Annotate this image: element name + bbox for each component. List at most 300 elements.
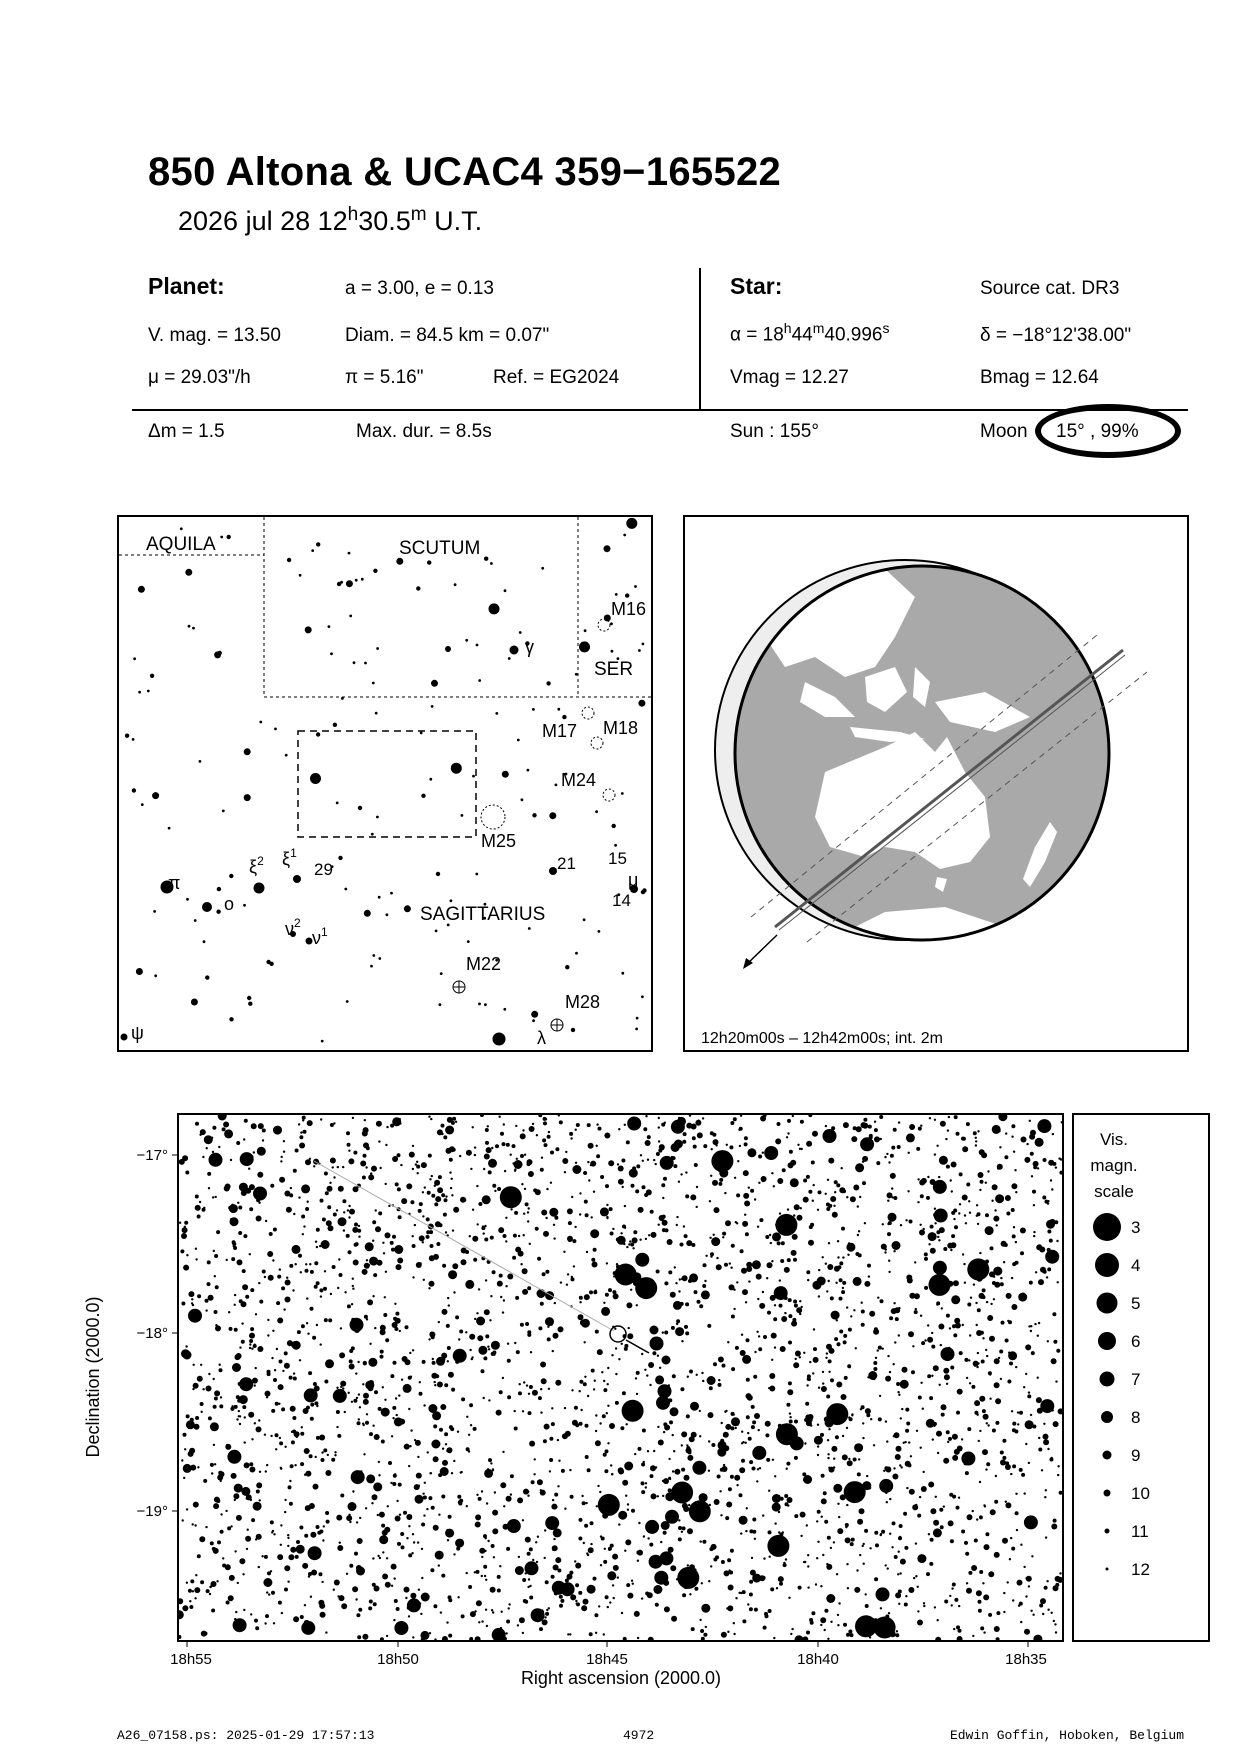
detail-star	[751, 1557, 753, 1559]
detail-star	[292, 1289, 294, 1291]
detail-star	[590, 1164, 592, 1166]
detail-star	[279, 1177, 285, 1183]
detail-star	[609, 1601, 611, 1603]
label-omicron: o	[224, 894, 235, 914]
detail-star	[710, 1565, 712, 1567]
detail-star	[803, 1479, 805, 1481]
detail-star	[478, 1288, 480, 1290]
detail-star	[827, 1453, 829, 1455]
detail-star	[322, 1218, 326, 1222]
detail-star	[193, 1502, 199, 1508]
detail-star	[234, 1550, 236, 1552]
finder-star	[203, 940, 206, 943]
detail-star	[251, 1438, 253, 1440]
detail-star	[500, 1296, 502, 1298]
detail-star	[423, 1279, 425, 1281]
detail-star	[756, 1274, 762, 1280]
detail-star	[540, 1302, 544, 1306]
detail-star	[251, 1155, 253, 1157]
planet-diameter: Diam. = 84.5 km = 0.07"	[345, 325, 550, 346]
detail-star	[282, 1370, 284, 1372]
detail-star	[918, 1396, 922, 1400]
detail-star	[561, 1582, 575, 1596]
detail-star	[629, 1240, 631, 1242]
detail-star	[444, 1198, 448, 1202]
finder-star	[341, 697, 344, 700]
detail-star	[762, 1152, 764, 1154]
detail-star	[453, 1291, 455, 1293]
detail-star	[727, 1605, 733, 1611]
detail-star	[242, 1573, 244, 1575]
detail-star	[401, 1545, 405, 1549]
detail-star	[699, 1410, 701, 1412]
detail-star	[1007, 1380, 1011, 1384]
detail-star	[888, 1161, 890, 1163]
detail-star	[369, 1600, 373, 1604]
detail-star	[839, 1297, 843, 1301]
detail-star	[388, 1461, 392, 1465]
detail-star	[527, 1586, 529, 1588]
detail-star	[455, 1121, 457, 1123]
detail-star	[818, 1269, 820, 1271]
detail-star	[548, 1131, 550, 1133]
detail-star	[543, 1231, 549, 1237]
detail-star	[915, 1504, 917, 1506]
detail-star	[957, 1446, 963, 1452]
detail-star	[423, 1514, 425, 1516]
detail-star	[1025, 1595, 1027, 1597]
detail-star	[891, 1308, 897, 1314]
detail-star	[607, 1606, 609, 1608]
detail-star	[557, 1485, 559, 1487]
detail-star	[497, 1187, 501, 1191]
detail-star	[224, 1129, 233, 1138]
detail-star	[435, 1551, 444, 1560]
detail-star	[307, 1333, 309, 1335]
detail-star	[1036, 1244, 1042, 1250]
detail-star	[761, 1176, 767, 1182]
detail-star	[197, 1376, 203, 1382]
detail-star	[982, 1337, 984, 1339]
detail-star	[1043, 1270, 1047, 1274]
ra-label-1850: 18h50	[377, 1651, 419, 1668]
detail-star	[888, 1213, 897, 1222]
detail-star	[976, 1324, 978, 1326]
detail-star	[801, 1148, 803, 1150]
detail-star	[939, 1156, 948, 1165]
detail-star	[838, 1602, 840, 1604]
detail-star	[394, 1245, 403, 1254]
detail-star	[893, 1128, 897, 1132]
detail-star	[1009, 1362, 1013, 1366]
detail-star	[522, 1129, 524, 1131]
detail-star	[485, 1279, 487, 1281]
finder-star	[575, 673, 578, 676]
detail-star	[354, 1243, 358, 1247]
detail-star	[1037, 1335, 1039, 1337]
detail-star	[707, 1324, 711, 1328]
detail-star	[602, 1414, 606, 1418]
detail-star	[564, 1407, 566, 1409]
detail-star	[933, 1261, 947, 1275]
detail-star	[641, 1597, 643, 1599]
finder-star	[346, 1000, 349, 1003]
detail-star	[984, 1544, 990, 1550]
detail-star	[587, 1161, 589, 1163]
detail-star	[733, 1308, 735, 1310]
detail-star	[332, 1166, 334, 1168]
detail-star	[688, 1279, 692, 1283]
detail-star	[284, 1565, 290, 1571]
finder-star	[476, 644, 479, 647]
detail-star	[339, 1542, 341, 1544]
detail-star	[828, 1467, 830, 1469]
detail-star	[817, 1424, 819, 1426]
detail-star	[390, 1241, 394, 1245]
finder-star	[361, 578, 364, 581]
detail-star	[569, 1633, 571, 1635]
detail-star	[655, 1603, 659, 1607]
detail-star	[747, 1148, 756, 1157]
detail-star	[833, 1541, 835, 1543]
detail-star	[473, 1427, 477, 1431]
detail-star	[1017, 1423, 1019, 1425]
detail-star	[497, 1343, 499, 1345]
detail-star	[505, 1240, 507, 1242]
detail-star	[956, 1132, 960, 1136]
detail-star	[837, 1614, 839, 1616]
detail-star	[263, 1578, 272, 1587]
detail-star	[578, 1314, 584, 1320]
detail-star	[1011, 1277, 1013, 1279]
detail-star	[358, 1225, 360, 1227]
detail-star	[824, 1629, 826, 1631]
detail-star	[846, 1196, 848, 1198]
detail-star	[1007, 1581, 1009, 1583]
detail-star	[895, 1454, 901, 1460]
detail-star	[297, 1330, 301, 1334]
detail-star	[571, 1277, 575, 1281]
detail-star	[207, 1260, 211, 1264]
detail-star	[338, 1258, 340, 1260]
detail-star	[579, 1296, 583, 1300]
detail-star	[270, 1184, 274, 1188]
detail-star	[830, 1196, 836, 1202]
detail-star	[676, 1216, 678, 1218]
detail-star	[999, 1146, 1001, 1148]
detail-star	[596, 1123, 598, 1125]
detail-star	[483, 1168, 485, 1170]
detail-star	[448, 1304, 450, 1306]
detail-star	[979, 1430, 981, 1432]
detail-star	[711, 1443, 715, 1447]
detail-star	[842, 1281, 846, 1285]
detail-star	[636, 1304, 638, 1306]
detail-star	[970, 1297, 972, 1299]
detail-star	[325, 1631, 327, 1633]
detail-star	[310, 1270, 314, 1274]
finder-star	[310, 773, 321, 784]
detail-star	[399, 1419, 405, 1425]
m16-symbol	[598, 619, 610, 631]
detail-star	[302, 1119, 304, 1121]
detail-star	[431, 1373, 437, 1379]
detail-star	[365, 1265, 369, 1269]
finder-star	[440, 972, 443, 975]
detail-star	[238, 1415, 240, 1417]
detail-star	[958, 1497, 960, 1499]
detail-star	[842, 1189, 846, 1193]
star-heading: Star:	[730, 273, 783, 299]
detail-star	[587, 1554, 589, 1556]
detail-star	[676, 1578, 678, 1580]
detail-star	[825, 1193, 827, 1195]
detail-star	[946, 1314, 950, 1318]
detail-star	[208, 1373, 210, 1375]
detail-star	[374, 1434, 380, 1440]
detail-star	[354, 1327, 360, 1333]
detail-star	[357, 1229, 359, 1231]
detail-star	[538, 1396, 542, 1400]
detail-star	[610, 1464, 612, 1466]
detail-star	[1042, 1613, 1044, 1615]
detail-star	[994, 1500, 998, 1504]
detail-star	[1005, 1501, 1007, 1503]
detail-star	[752, 1420, 756, 1424]
detail-star	[683, 1132, 687, 1136]
detail-star	[438, 1473, 442, 1477]
detail-star	[605, 1184, 609, 1188]
detail-star	[729, 1145, 733, 1149]
scale-dot-mag-10	[1104, 1490, 1111, 1497]
detail-star	[385, 1183, 387, 1185]
detail-star	[701, 1463, 703, 1465]
detail-star	[736, 1484, 738, 1486]
detail-star	[490, 1162, 492, 1164]
detail-star	[909, 1489, 915, 1495]
detail-star	[309, 1263, 311, 1265]
detail-star	[302, 1233, 304, 1235]
detail-star	[584, 1524, 588, 1528]
detail-star	[186, 1254, 188, 1256]
detail-star	[241, 1190, 247, 1196]
detail-star	[721, 1422, 723, 1424]
detail-star	[476, 1494, 478, 1496]
detail-star	[281, 1407, 285, 1411]
detail-star	[585, 1213, 589, 1217]
detail-star	[863, 1543, 865, 1545]
detail-star	[900, 1224, 902, 1226]
detail-star	[975, 1137, 977, 1139]
detail-star	[229, 1575, 235, 1581]
detail-star	[606, 1412, 608, 1414]
detail-star	[1055, 1631, 1057, 1633]
detail-star	[615, 1373, 617, 1375]
detail-star	[399, 1514, 401, 1516]
detail-star	[583, 1599, 589, 1605]
detail-star	[896, 1630, 898, 1632]
detail-star	[724, 1570, 730, 1576]
detail-star	[647, 1159, 649, 1161]
detail-star	[271, 1591, 275, 1595]
detail-star	[618, 1179, 624, 1185]
detail-star	[662, 1215, 666, 1219]
detail-star	[1010, 1537, 1012, 1539]
detail-star	[958, 1212, 960, 1214]
detail-star	[956, 1411, 960, 1415]
detail-star	[273, 1533, 275, 1535]
finder-star	[604, 545, 611, 552]
detail-star	[810, 1223, 814, 1227]
detail-star	[951, 1295, 960, 1304]
detail-star	[447, 1346, 451, 1350]
detail-star	[284, 1191, 290, 1197]
detail-star	[893, 1363, 895, 1365]
detail-star	[718, 1383, 722, 1387]
detail-star	[1047, 1267, 1051, 1271]
detail-star	[385, 1144, 387, 1146]
detail-star	[560, 1281, 562, 1283]
detail-star	[924, 1257, 928, 1261]
detail-star	[281, 1286, 285, 1290]
detail-star	[308, 1371, 312, 1375]
detail-star	[366, 1413, 368, 1415]
detail-star	[990, 1246, 994, 1250]
detail-star	[992, 1429, 996, 1433]
detail-star	[503, 1234, 507, 1238]
finder-star	[218, 651, 222, 655]
detail-star	[427, 1191, 431, 1195]
detail-star	[980, 1180, 984, 1184]
finder-star	[508, 657, 511, 660]
detail-star	[855, 1252, 859, 1256]
detail-star	[742, 1355, 751, 1364]
detail-star	[989, 1373, 991, 1375]
detail-star	[412, 1533, 414, 1535]
detail-star	[824, 1609, 828, 1613]
detail-star	[427, 1451, 429, 1453]
detail-star	[435, 1221, 441, 1227]
detail-star	[465, 1280, 474, 1289]
detail-star	[349, 1521, 351, 1523]
detail-star	[733, 1117, 737, 1121]
detail-star	[635, 1377, 637, 1379]
detail-star	[795, 1358, 797, 1360]
detail-star	[379, 1167, 381, 1169]
detail-star	[587, 1585, 596, 1594]
detail-star	[488, 1399, 490, 1401]
detail-star	[298, 1254, 302, 1258]
scale-label-mag-4: 4	[1131, 1256, 1141, 1275]
detail-star	[342, 1199, 346, 1203]
detail-star	[586, 1251, 588, 1253]
detail-star	[213, 1444, 215, 1446]
detail-star	[419, 1381, 421, 1383]
detail-star	[194, 1587, 200, 1593]
detail-star	[671, 1482, 693, 1504]
detail-star	[779, 1279, 781, 1281]
detail-star	[275, 1448, 277, 1450]
detail-star	[959, 1172, 963, 1176]
detail-star	[375, 1209, 377, 1211]
detail-star	[846, 1306, 848, 1308]
detail-star	[377, 1260, 383, 1266]
detail-field-rectangle	[298, 731, 476, 837]
detail-star	[1028, 1585, 1030, 1587]
detail-star	[386, 1126, 388, 1128]
detail-star	[687, 1376, 689, 1378]
detail-star	[624, 1462, 633, 1471]
max-duration: Max. dur. = 8.5s	[356, 421, 492, 442]
detail-star	[848, 1328, 852, 1332]
detail-star	[705, 1255, 707, 1257]
detail-star	[416, 1161, 418, 1163]
detail-star	[684, 1475, 690, 1481]
detail-star	[508, 1603, 510, 1605]
detail-star	[492, 1611, 494, 1613]
ra-axis	[170, 1641, 1047, 1668]
detail-star	[506, 1496, 512, 1502]
detail-star	[258, 1282, 260, 1284]
detail-star	[587, 1123, 591, 1127]
detail-star	[615, 1347, 617, 1349]
detail-star	[612, 1228, 614, 1230]
detail-star	[923, 1605, 925, 1607]
detail-star	[249, 1154, 251, 1156]
detail-star	[255, 1313, 257, 1315]
detail-star	[800, 1120, 804, 1124]
detail-star	[632, 1583, 634, 1585]
finder-star	[274, 728, 277, 731]
detail-star	[532, 1390, 538, 1396]
detail-star	[542, 1138, 546, 1142]
detail-star	[606, 1262, 608, 1264]
finder-star	[358, 806, 362, 810]
detail-star	[381, 1524, 385, 1528]
detail-star	[457, 1495, 461, 1499]
detail-star	[674, 1140, 683, 1149]
detail-star	[869, 1547, 871, 1549]
detail-star	[271, 1531, 273, 1533]
detail-star	[338, 1186, 344, 1192]
detail-star	[188, 1589, 192, 1593]
detail-star	[720, 1514, 722, 1516]
detail-star	[713, 1362, 717, 1366]
footer-file-info: A26_07158.ps: 2025-01-29 17:57:13	[117, 1728, 375, 1743]
detail-star	[244, 1441, 246, 1443]
finder-star	[180, 527, 183, 530]
detail-star	[966, 1377, 968, 1379]
detail-star	[887, 1200, 889, 1202]
detail-star	[663, 1431, 665, 1433]
detail-star	[917, 1586, 919, 1588]
detail-star	[313, 1165, 315, 1167]
detail-star	[908, 1463, 912, 1467]
detail-star	[395, 1397, 397, 1399]
detail-star	[933, 1425, 935, 1427]
detail-star	[237, 1202, 239, 1204]
detail-star	[721, 1560, 725, 1564]
detail-star	[788, 1298, 792, 1302]
detail-star	[917, 1554, 926, 1563]
detail-star	[934, 1153, 936, 1155]
detail-star	[649, 1384, 651, 1386]
detail-star	[661, 1389, 665, 1393]
detail-star	[964, 1541, 968, 1545]
detail-star	[647, 1592, 653, 1598]
detail-star	[249, 1462, 253, 1466]
finder-star	[299, 574, 302, 577]
